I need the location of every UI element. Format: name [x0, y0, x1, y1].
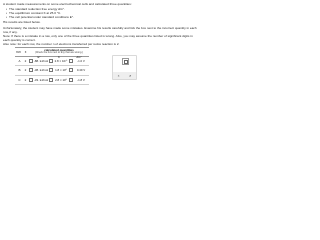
- value-dg: -1.8 V: [77, 77, 85, 82]
- table-header: [15, 47, 89, 60]
- value-e: -33. kJ/mol: [33, 77, 49, 82]
- value-e: -88. kJ/mol: [33, 59, 49, 64]
- checkbox-tool[interactable]: [122, 58, 129, 65]
- undo-icon[interactable]: ↺: [128, 73, 132, 78]
- bullet-item: • The equilibrium constant K at 25.0 °C.: [6, 11, 74, 15]
- also-note-text: Also note: for each row, the number n of electrons transferred per redox reaction is 2.: [3, 41, 120, 46]
- results-note: His results are listed below.: [3, 20, 41, 24]
- value-e: -38. kJ/mol: [33, 68, 49, 73]
- answer-tools-panel: [112, 55, 137, 80]
- value-dg: 0.49 V: [76, 68, 86, 73]
- results-table: [15, 47, 89, 85]
- x-value: 2: [24, 68, 27, 73]
- header-run: run: [16, 50, 21, 54]
- bullet-item: • The cell potential under standard conditions E°.: [6, 15, 74, 19]
- table-row: [15, 76, 89, 85]
- table-row: [15, 57, 89, 66]
- table-row: [15, 66, 89, 75]
- instructions-text: Unfortunately, the student may have made some mistakes. Examine his results carefully and tick the box next to the incorrect quantity in each row, if any.: [3, 25, 197, 34]
- bullet-item: • The standard reduction free energy ΔG°.: [6, 7, 74, 11]
- header-calculated: [29, 47, 89, 60]
- value-k: 2.8 × 10⁵: [55, 77, 67, 82]
- panel-footer: [113, 72, 136, 79]
- value-k: 1.8 × 10⁶: [55, 68, 67, 73]
- clear-icon[interactable]: ×: [117, 73, 120, 78]
- intro-text: A student made measurements on some electrochemical cells and calculated three quantities:: [3, 2, 132, 6]
- run-label: B: [18, 68, 21, 73]
- value-dg: -1.0 V: [77, 59, 85, 64]
- dashed-box-icon: [124, 60, 127, 63]
- header-k: K: [58, 55, 60, 60]
- quantity-list: [6, 7, 74, 20]
- note-text: Note: If there is a mistake in a row, only one of the three quantities listed is wrong. Also, you may assume the number of significant digits in each quantity is correct.: [3, 33, 193, 42]
- header-dg: ΔG°: [76, 55, 82, 60]
- run-label: A: [18, 59, 21, 64]
- calculated-subtitle: (Check the box next to any that are wrong.): [35, 51, 83, 54]
- run-label: C: [18, 77, 21, 82]
- value-k: 2.8 × 10¹⁵: [54, 59, 68, 64]
- calculated-title: calculated quantities: [44, 47, 74, 52]
- header-x: x: [24, 50, 27, 54]
- header-e: E°: [37, 55, 41, 60]
- x-value: 2: [24, 77, 27, 82]
- x-value: 2: [24, 59, 27, 64]
